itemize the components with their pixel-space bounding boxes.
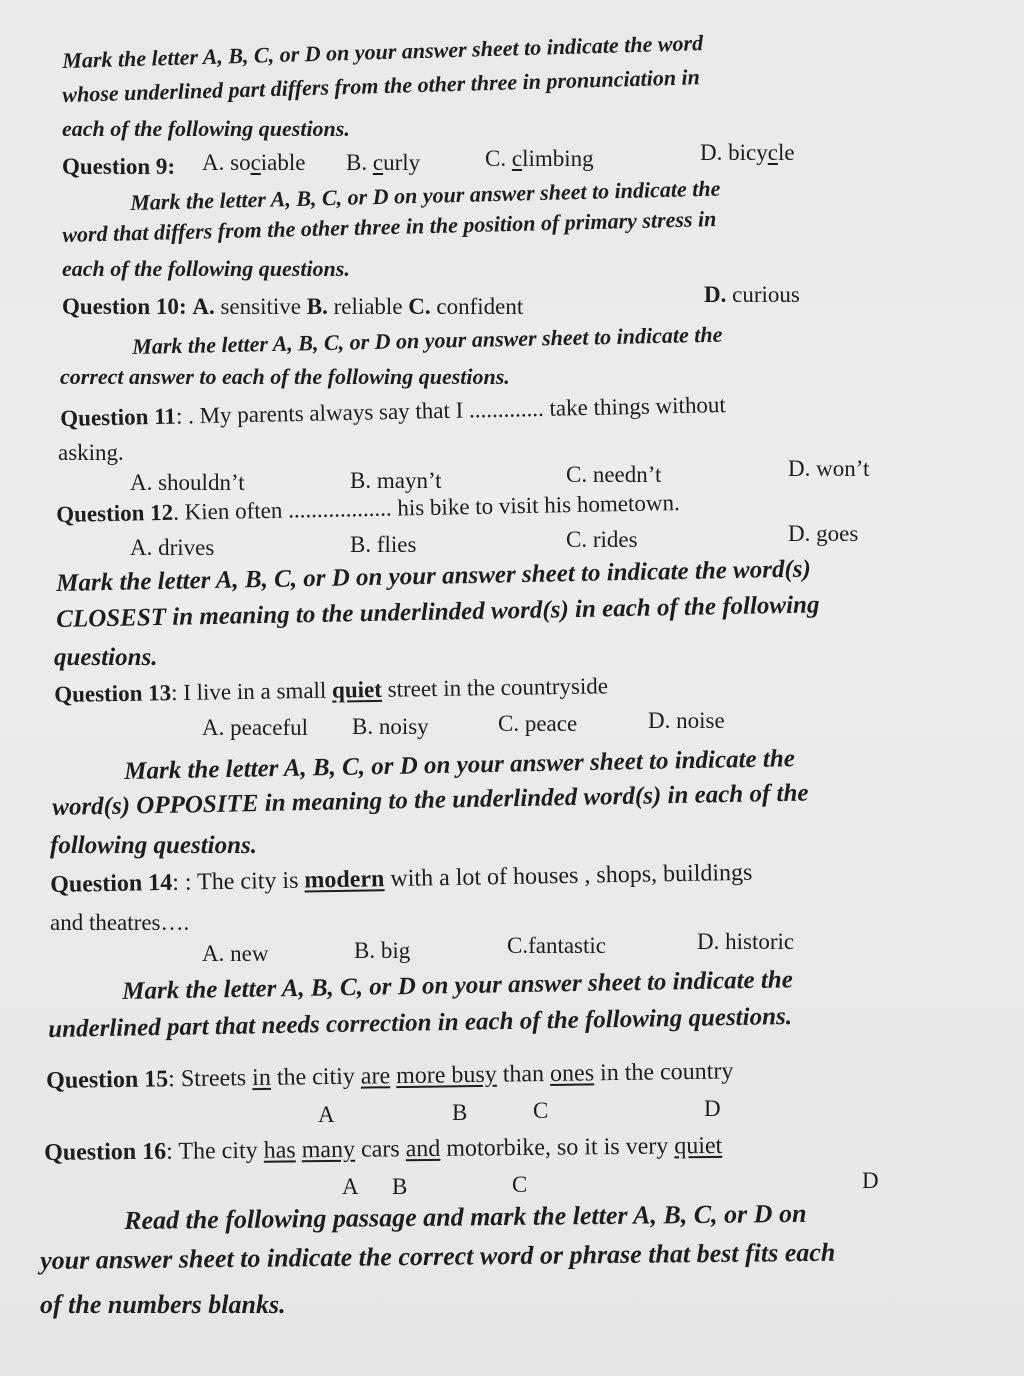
- question-16-letter-d: D: [862, 1168, 879, 1193]
- question-9-option-b: B. curly: [346, 150, 421, 175]
- question-13-option-c: C. peace: [498, 711, 578, 736]
- question-9-label: Question 9: [62, 154, 168, 179]
- question-14-underlined-word: modern: [304, 866, 385, 894]
- instruction-passage-line-3: of the numbers blanks.: [40, 1290, 286, 1319]
- instruction-opposite-line-1: Mark the letter A, B, C, or D on your answer sheet to indicate the: [124, 745, 796, 785]
- question-11-option-c: C. needn’t: [566, 462, 662, 487]
- question-10-label: Question 10: [62, 294, 179, 319]
- question-11: Question 11: . My parents always say that I ............. take things without: [60, 392, 727, 431]
- instruction-closest-line-2: CLOSEST in meaning to the underlinded word(s) in each of the following: [56, 591, 820, 633]
- question-12-option-a: A. drives: [130, 535, 215, 560]
- instruction-passage-line-2: your answer sheet to indicate the correct word or phrase that best fits each: [40, 1237, 836, 1275]
- question-9-option-d: D. bicycle: [700, 140, 795, 165]
- question-12-label: Question 12: [56, 499, 174, 527]
- question-15-letter-a: A: [318, 1102, 335, 1127]
- instruction-closest-line-1: Mark the letter A, B, C, or D on your answer sheet to indicate the word(s): [56, 555, 812, 597]
- question-15: Question 15: Streets in the citiy are more busy than ones in the country: [46, 1058, 734, 1094]
- instruction-opposite-line-3: following questions.: [50, 832, 257, 859]
- instruction-pronunciation-line-3: each of the following questions.: [62, 116, 350, 141]
- question-16-letter-b: B: [392, 1174, 408, 1199]
- instruction-stress-line-2: word that differs from the other three in the position of primary stress in: [62, 206, 717, 247]
- question-11-option-b: B. mayn’t: [350, 468, 442, 493]
- question-14: Question 14: : The city is modern with a lot of houses , shops, buildings: [50, 859, 753, 898]
- question-10-option-d: D. curious: [704, 282, 800, 307]
- instruction-correct-line-2: correct answer to each of the following questions.: [60, 364, 510, 389]
- question-16-letter-c: C: [512, 1172, 528, 1197]
- question-11-line-2: asking.: [58, 440, 124, 465]
- instruction-passage-line-1: Read the following passage and mark the letter A, B, C, or D on: [124, 1198, 807, 1235]
- question-9: Question 9:: [62, 154, 176, 179]
- question-16-letter-a: A: [342, 1174, 359, 1199]
- question-13-option-d: D. noise: [648, 708, 725, 733]
- instruction-opposite-line-2: word(s) OPPOSITE in meaning to the underlinded word(s) in each of the: [52, 779, 809, 821]
- question-15-letter-c: C: [533, 1098, 549, 1123]
- question-14-line-2: and theatres….: [50, 910, 190, 935]
- question-14-option-c: C.fantastic: [507, 933, 606, 958]
- question-11-option-a: A. shouldn’t: [130, 470, 245, 495]
- question-14-label: Question 14: [50, 869, 173, 898]
- question-16-label: Question 16: [44, 1138, 167, 1166]
- question-9-option-c: C. climbing: [485, 146, 594, 171]
- question-12-option-d: D. goes: [788, 521, 859, 546]
- question-16: Question 16: The city has many cars and motorbike, so it is very quiet: [44, 1132, 723, 1166]
- instruction-correct-line-1: Mark the letter A, B, C, or D on your answer sheet to indicate the: [132, 321, 723, 359]
- question-15-label: Question 15: [46, 1066, 169, 1094]
- instruction-correction-line-1: Mark the letter A, B, C, or D on your answer sheet to indicate the: [122, 966, 794, 1005]
- question-14-option-b: B. big: [354, 938, 411, 963]
- instruction-pronunciation-line-2: whose underlined part differs from the other three in pronunciation in: [62, 64, 701, 107]
- question-10: Question 10: A. sensitive B. reliable C. confident: [62, 294, 524, 319]
- question-15-letter-b: B: [452, 1100, 468, 1125]
- question-13-label: Question 13: [54, 680, 172, 707]
- question-11-label: Question 11: [60, 403, 177, 431]
- question-13-option-b: B. noisy: [352, 714, 429, 739]
- instruction-closest-line-3: questions.: [54, 644, 158, 671]
- question-11-option-d: D. won’t: [788, 456, 870, 481]
- question-12-option-c: C. rides: [566, 527, 638, 552]
- instruction-correction-line-2: underlined part that needs correction in each of the following questions.: [48, 1003, 793, 1043]
- question-13-option-a: A. peaceful: [202, 715, 308, 740]
- question-15-letter-d: D: [704, 1096, 721, 1121]
- question-12-option-b: B. flies: [350, 532, 417, 557]
- instruction-pronunciation-line-1: Mark the letter A, B, C, or D on your answer sheet to indicate the word: [62, 30, 704, 73]
- instruction-stress-line-3: each of the following questions.: [62, 256, 350, 281]
- question-13: Question 13: I live in a small quiet street in the countryside: [54, 673, 609, 707]
- question-14-option-d: D. historic: [697, 929, 795, 954]
- question-12: Question 12. Kien often .................. his bike to visit his hometown.: [56, 490, 680, 527]
- question-14-option-a: A. new: [202, 941, 269, 966]
- question-9-option-a: A. sociable: [202, 150, 306, 175]
- question-13-underlined-word: quiet: [331, 676, 383, 703]
- instruction-stress-line-1: Mark the letter A, B, C, or D on your answer sheet to indicate the: [130, 175, 721, 215]
